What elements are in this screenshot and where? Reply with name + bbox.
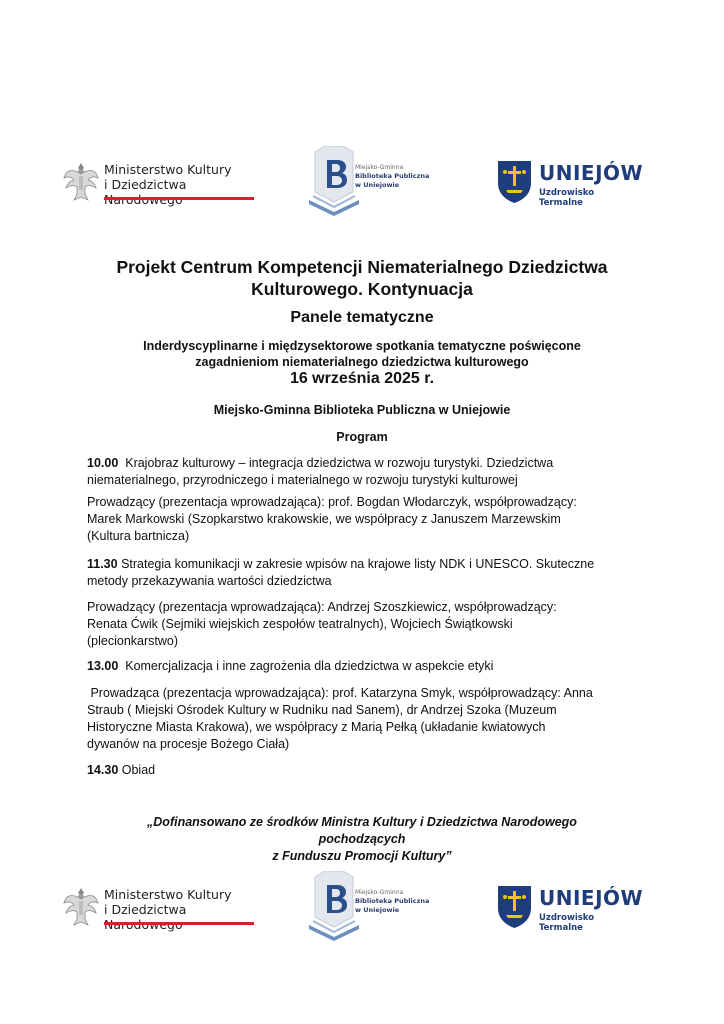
- ministry-name-line2: i Dziedzictwa: [104, 177, 187, 192]
- funding-note-line2: pochodzących: [318, 832, 406, 846]
- event-venue: Miejsko-Gminna Biblioteka Publiczna w Uniejowie: [213, 403, 511, 417]
- ministry-logo: [62, 158, 258, 208]
- page-title-line2: Kulturowego. Kontynuacja: [251, 279, 473, 299]
- event-description-line1: Inderdyscyplinarne i międzysektorowe spotkania tematyczne poświęcone: [143, 339, 581, 353]
- library-name-line3: w Uniejowie: [355, 181, 400, 189]
- page-title-line1: Projekt Centrum Kompetencji Niematerialnego Dziedzictwa: [116, 257, 608, 277]
- library-name-line3: w Uniejowie: [355, 906, 400, 914]
- program-host-text: (Kultura bartnicza): [87, 529, 190, 543]
- ministry-name: [104, 162, 258, 207]
- library-name-line1: Miejsko-Gminna: [355, 889, 404, 896]
- header-logos: [0, 158, 724, 238]
- program-item-topic: [87, 556, 647, 590]
- program-host-text: dywanów na procesje Bożego Ciała): [87, 737, 290, 751]
- program-topic-text: metody przekazywania wartości dziedzictwa: [87, 574, 332, 588]
- library-logo: [305, 871, 435, 945]
- eagle-emblem-icon: [62, 885, 100, 929]
- program-item-topic: [87, 455, 647, 489]
- program-item-topic: [87, 762, 647, 779]
- library-logo: [305, 146, 435, 220]
- program-topic-text: niematerialnego, przyrodniczego i materialnego w rozwoju turystyki kulturowej: [87, 473, 518, 487]
- eagle-emblem-icon: [62, 160, 100, 204]
- program-host-text: Marek Markowski (Szopkarstwo krakowskie, we współpracy z Januszem Marzewskim: [87, 512, 561, 526]
- program-time: 11.30: [87, 557, 118, 571]
- program-item-topic: [87, 658, 647, 675]
- program-host-text: Renata Ćwik (Sejmiki wiejskich zespołów teatralnych), Wojciech Świątkowski: [87, 617, 513, 631]
- ministry-name-line1: Ministerstwo Kultury: [104, 887, 232, 902]
- program-host-text: Prowadzący (prezentacja wprowadzająca): prof. Bogdan Włodarczyk, współprowadzący:: [87, 495, 577, 509]
- uniejow-subtitle: Uzdrowisko Termalne: [539, 188, 595, 208]
- uniejow-title: UNIEJÓW: [539, 161, 644, 185]
- uniejow-logo: [497, 158, 644, 208]
- event-description-line2: zagadnieniom niematerialnego dziedzictwa kulturowego: [195, 355, 529, 369]
- program-host-text: Straub ( Miejski Ośrodek Kultury w Rudniku nad Sanem), dr Andrzej Szoka (Muzeum: [87, 703, 557, 717]
- library-name: [355, 888, 429, 915]
- event-description: [60, 338, 664, 370]
- event-date: 16 września 2025 r.: [289, 370, 435, 387]
- page-subtitle: Panele tematyczne: [290, 309, 434, 326]
- program-topic-text: Strategia komunikacji w zakresie wpisów na krajowe listy NDK i UNESCO. Skuteczne: [117, 557, 595, 571]
- program-heading: Program: [336, 430, 388, 444]
- ministry-name-line2: i Dziedzictwa: [104, 902, 187, 917]
- library-name-line2: Biblioteka Publiczna: [355, 172, 430, 180]
- ministry-name: [104, 887, 258, 932]
- shield-cross-icon: [497, 160, 532, 204]
- program-item-hosts: [87, 685, 647, 753]
- ministry-name-line1: Ministerstwo Kultury: [104, 162, 232, 177]
- library-name-line2: Biblioteka Publiczna: [355, 897, 430, 905]
- program-item-hosts: [87, 494, 647, 545]
- library-name: [355, 163, 429, 190]
- program-host-text: Prowadząca (prezentacja wprowadzająca): prof. Katarzyna Smyk, współprowadzący: Anna: [87, 686, 593, 700]
- program-host-text: (plecionkarstwo): [87, 634, 179, 648]
- program-topic-text: Komercjalizacja i inne zagrożenia dla dziedzictwa w aspekcie etyki: [118, 659, 494, 673]
- funding-note-line1: „Dofinansowano ze środków Ministra Kultury i Dziedzictwa Narodowego: [147, 815, 577, 829]
- program-topic-text: Obiad: [118, 763, 156, 777]
- uniejow-subtitle: Uzdrowisko Termalne: [539, 913, 595, 933]
- funding-note: [60, 814, 664, 865]
- footer-logos: [0, 883, 724, 963]
- uniejow-title: UNIEJÓW: [539, 886, 644, 910]
- program-topic-text: Krajobraz kulturowy – integracja dziedzictwa w rozwoju turystyki. Dziedzictwa: [118, 456, 554, 470]
- library-name-line1: Miejsko-Gminna: [355, 164, 404, 171]
- page-title: [60, 256, 664, 300]
- funding-note-line3: z Funduszu Promocji Kultury”: [272, 849, 452, 863]
- ministry-logo: [62, 883, 258, 933]
- program-host-text: Historyczne Miasta Krakowa), we współpracy z Marią Pełką (układanie kwiatowych: [87, 720, 546, 734]
- shield-cross-icon: [497, 885, 532, 929]
- program-time: 14.30: [87, 763, 119, 777]
- ministry-red-line: [104, 197, 254, 200]
- uniejow-logo: [497, 883, 644, 933]
- program-host-text: Prowadzący (prezentacja wprowadzająca): Andrzej Szoszkiewicz, współprowadzący:: [87, 600, 557, 614]
- program-time: 13.00: [87, 659, 119, 673]
- program-item-hosts: [87, 599, 647, 650]
- ministry-red-line: [104, 922, 254, 925]
- program-time: 10.00: [87, 456, 119, 470]
